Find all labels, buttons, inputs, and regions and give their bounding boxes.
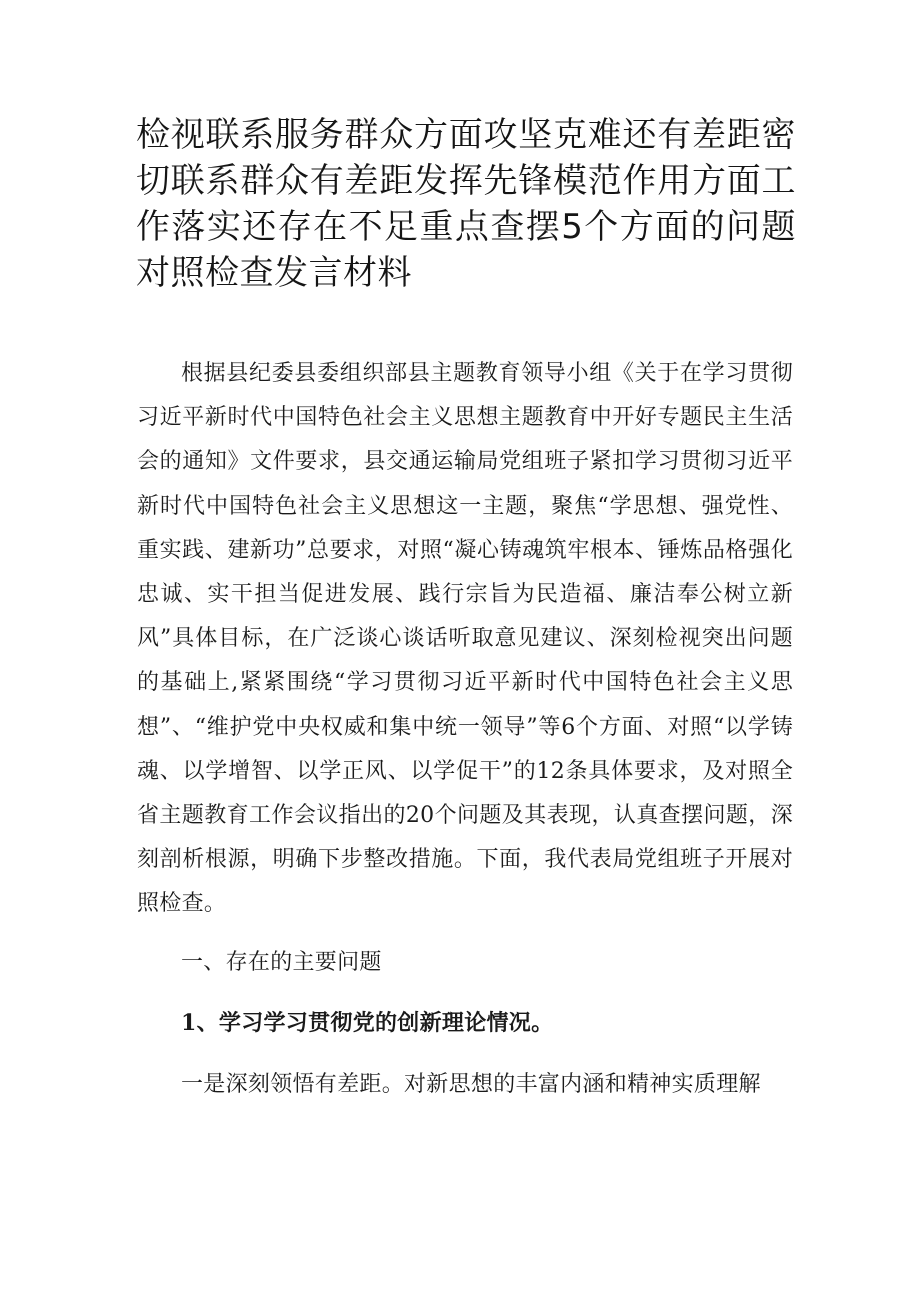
partial-paragraph: 一是深刻领悟有差距。对新思想的丰富内涵和精神实质理解 [181, 1071, 761, 1097]
document-title: 检视联系服务群众方面攻坚克难还有差距密切联系群众有差距发挥先锋模范作用方面工作落实还存在不足重点查摆5个方面的问题对照检查发言材料 [136, 115, 796, 293]
intro-paragraph: 根据县纪委县委组织部县主题教育领导小组《关于在学习贯彻习近平新时代中国特色社会主义思想主题教育中开好专题民主生活会的通知》文件要求，县交通运输局党组班子紧扣学习贯彻习近平新时代中国特色社会主义思想这一主题，聚焦“学思想、强党性、重实践、建新功”总要求，对照“凝心铸魂筑牢根本、锤炼品格强化忠诚、实干担当促进发展、践行宗旨为民造福、廉洁奉公树立新风”具体目标，在广泛谈心谈话听取意见建议、深刻检视突出问题的基础上,紧紧围绕“学习贯彻习近平新时代中国特色社会主义思想”、“维护党中央权威和集中统一领导”等6个方面、对照“以学铸魂、以学增智、以学正风、以学促干”的12条具体要求，及对照全省主题教育工作会议指出的20个问题及其表现，认真查摆问题，深刻剖析根源，明确下步整改措施。下面，我代表局党组班子开展对照检查。 [137, 361, 793, 917]
section-heading: 一、存在的主要问题 [181, 949, 382, 975]
subsection-heading: 1、学习学习贯彻党的创新理论情况。 [181, 1009, 554, 1036]
document-body [137, 352, 793, 1107]
